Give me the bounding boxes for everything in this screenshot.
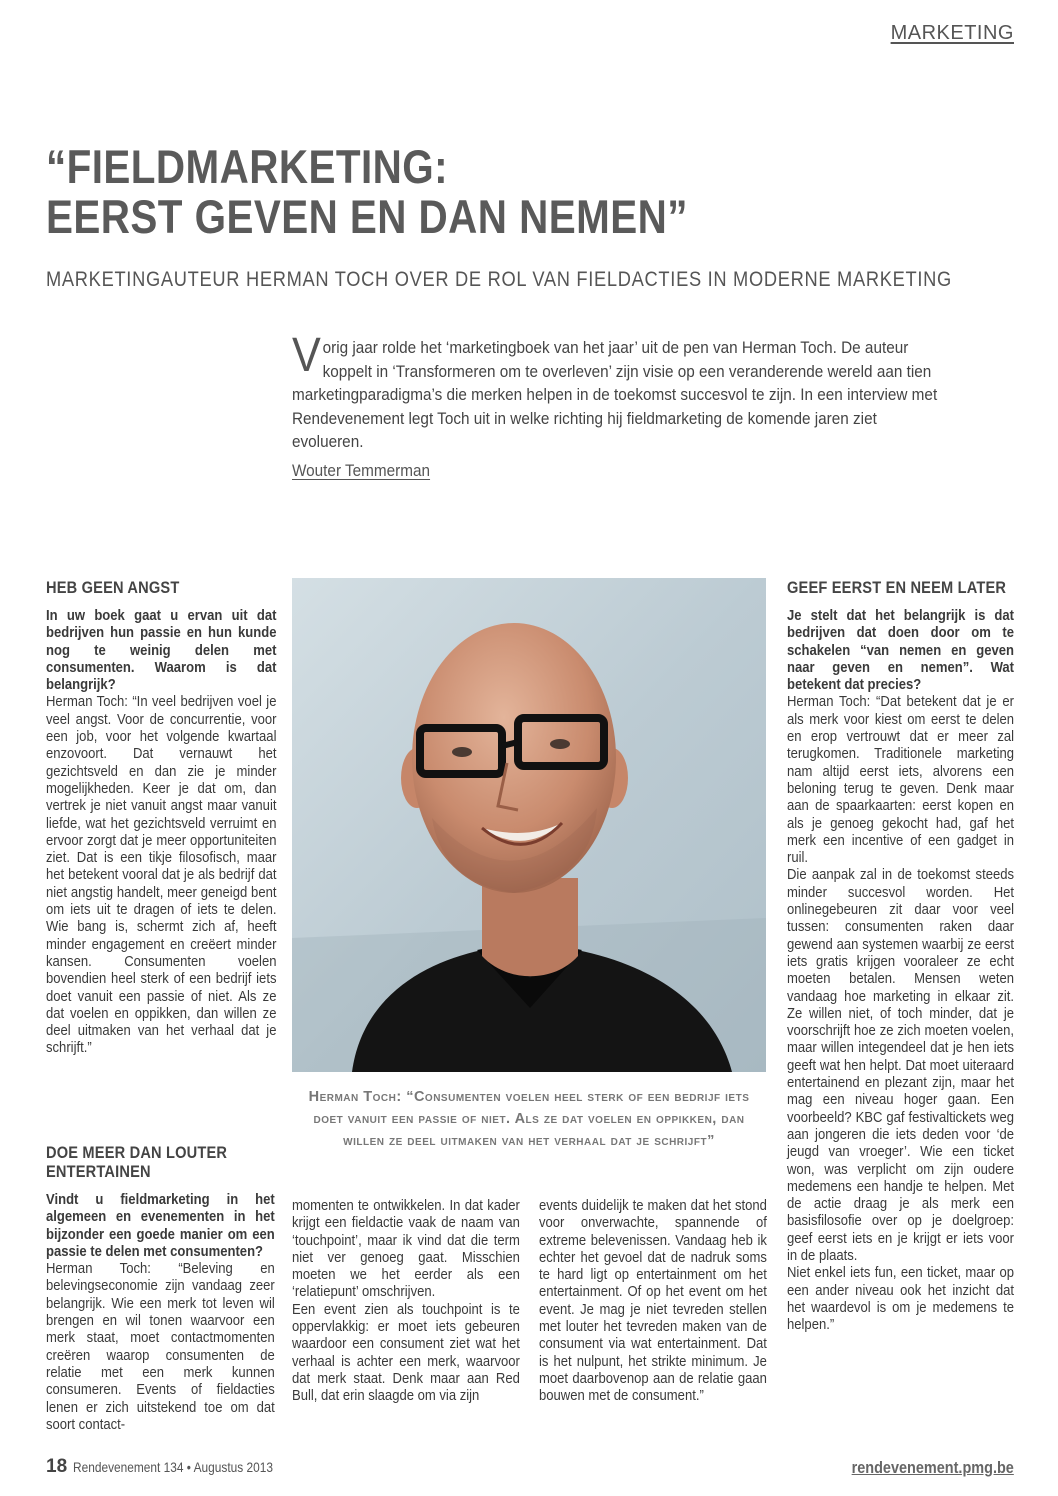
answer-2-part-3: events duidelijk te maken dat het stond voor onverwachte, spannende of extreme belevenissen. Vandaag heb ik echter het gevoel dat de nadruk soms te hard ligt op entertainment om het entertainment. Of op het event om het event. Je mag je niet tevreden stellen met louter het tevreden maken van de consument via wat entertainment. Dat is het nulpunt, het strikte minimum. Je moet daarbovenop aan de relatie gaan bouwen met de consument.” bbox=[539, 1197, 767, 1405]
answer-3-part-3: Niet enkel iets fun, een ticket, maar op een ander niveau ook het inzicht dat het waardevol is om je medemens te helpen.” bbox=[787, 1264, 1015, 1334]
question-1: In uw boek gaat u ervan uit dat bedrijven hun passie en hun kunde nog te weinig delen met consumenten. Waarom is dat belangrijk? bbox=[46, 607, 277, 694]
subheadline: MARKETINGAUTEUR HERMAN TOCH OVER DE ROL VAN FIELDACTIES IN MODERNE MARKETING bbox=[46, 268, 952, 291]
answer-1: Herman Toch: “In veel bedrijven voel je veel angst. Voor de concurrentie, voor een job, voor het volgende kwartaal enzovoort. Dat vernauwt het gezichtsveld en dan zie je minder mogelijkheden. Keer je dat om, dan vertrek je niet vanuit angst maar vanuit liefde, wat het gezichtsveld verruimt en ervoor zorgt dat je meer opportuniteiten ziet. Dat is een tikje filosofisch, maar het betekent vooral dat je als bedrijf dat niet angstig handelt, meer geneigd bent om iets uit te dragen of iets te delen. Wie bang is, schermt zich af, heeft minder engagement en creëert minder kansen. Consumenten voelen bovendien heel sterk of een bedrijf iets doet vanuit een passie of niet. Als ze dat voelen en oppikken, dan willen ze deel uitmaken van het verhaal dat je schrijft.” bbox=[46, 693, 277, 1057]
question-2: Vindt u fieldmarketing in het algemeen en evenementen in het bijzonder een goede manier om een passie te delen met consumenten? bbox=[46, 1191, 275, 1260]
section-heading-3: GEEF EERST EN NEEM LATER bbox=[787, 578, 1007, 597]
footer-issue-info bbox=[46, 1456, 308, 1478]
headline-line-1: “FIELDMARKETING: bbox=[46, 140, 449, 193]
dropcap: V bbox=[292, 329, 321, 382]
section-heading-1: HEB GEEN ANGST bbox=[46, 578, 180, 597]
answer-2-part-1: Herman Toch: “Beleving en belevingseconomie zijn vandaag zeer belangrijk. Wie een merk tot leven wil brengen en wil tonen waarvoor een merk staat, moet contactmomenten creëren waarop consumenten de relatie met een merk kunnen consumeren. Events of fieldacties lenen er zich uitstekend toe om dat soort contact- bbox=[46, 1260, 275, 1433]
section-label: MARKETING bbox=[890, 22, 1014, 44]
issue-label: Rendevenement 134 • Augustus 2013 bbox=[73, 1459, 274, 1475]
column-right bbox=[787, 578, 1051, 1333]
answer-2-part-2: momenten te ontwikkelen. In dat kader krijgt een fieldactie vaak de naam van ‘touchpoint’, maar ik vind dat die term niet ver genoeg gaat. Misschien moeten we het eerder als een ‘relatiepunt’ omschrijven. bbox=[292, 1197, 520, 1301]
answer-2-part-2b: Een event zien als touchpoint is te oppervlakkig: er moet iets gebeuren waardoor een consument ziet wat het verhaal is achter een merk, waarvoor dat merk staat. Denk maar aan Red Bull, dat erin slaagde om via zijn bbox=[292, 1300, 520, 1405]
photo-caption: Herman Toch: “Consumenten voelen heel sterk of een bedrijf iets doet vanuit een passie of niet. Als ze dat voelen en oppikken, dan willen ze deel uitmaken van het verhaal dat je schrijft” bbox=[308, 1089, 750, 1149]
intro-text: orig jaar rolde het ‘marketingboek van het jaar’ uit de pen van Herman Toch. De auteur koppelt in ‘Transformeren om te overleven’ zijn visie op een veranderende wereld aan tien marketingparadigma’s die merken helpen in de toekomst succesvol te zijn. In een interview met Rendevenement legt Toch uit in welke richting hij fieldmarketing de komende jaren ziet evolueren. bbox=[292, 338, 938, 451]
intro-paragraph bbox=[292, 329, 940, 454]
author-byline: Wouter Temmerman bbox=[292, 461, 431, 480]
website-link[interactable]: rendevenement.pmg.be bbox=[851, 1458, 1014, 1477]
headline bbox=[46, 142, 872, 242]
column-left-lower bbox=[46, 1143, 310, 1433]
column-left bbox=[46, 578, 310, 1057]
section-heading-2: DOE MEER DAN LOUTER ENTERTAINEN bbox=[46, 1143, 228, 1181]
column-third-bottom bbox=[539, 1197, 777, 1405]
answer-3-part-1: Herman Toch: “Dat betekent dat je er als merk voor kiest om eerst te delen en erop vertrouwt dat er meer zal terugkomen. Traditionele marketing nam altijd eerst iets, alvorens een beloning terug te geven. Denk maar aan de spaarkaarten: eerst kopen en als je genoeg gekocht had, gaf het merk een incentive of een gadget in ruil. bbox=[787, 693, 1015, 867]
page-number: 18 bbox=[46, 1456, 68, 1477]
headline-line-2: EERST GEVEN EN DAN NEMEN” bbox=[46, 190, 688, 243]
answer-3-part-2: Die aanpak zal in de toekomst steeds minder succesvol worden. Het onlinegebeuren zit daar voor veel tussen: consumenten raken daar gewend aan systemen waarbij ze eerst iets gratis krijgen vooraleer ze echt moeten betalen. Mensen weten vandaag hoe marketing in elkaar zit. Ze willen niet, of toch minder, dat je voorschrijft hoe ze zich moeten voelen, maar willen integendeel dat je hen iets geeft wat hen helpt. Dat moet uiteraard entertainend en plezant zijn, maar het mag een niveau hoger gaan. Een voorbeeld? KBC gaf festivaltickets weg aan jongeren die iets deden voor ‘de jeugd van vroeger’. Wie een ticket won, was verplicht om zijn oudere medemens een handje te helpen. Met de actie draag je als merk een basisfilosofie over op je doelgroep: geef eerst iets en je krijgt er iets voor in de plaats. bbox=[787, 866, 1015, 1264]
portrait-photo bbox=[292, 578, 766, 1072]
question-3: Je stelt dat het belangrijk is dat bedrijven dat doen door om te schakelen “van nemen en geven naar geven en nemen”. Wat betekent dat precies? bbox=[787, 607, 1015, 694]
column-middle-bottom bbox=[292, 1197, 530, 1405]
